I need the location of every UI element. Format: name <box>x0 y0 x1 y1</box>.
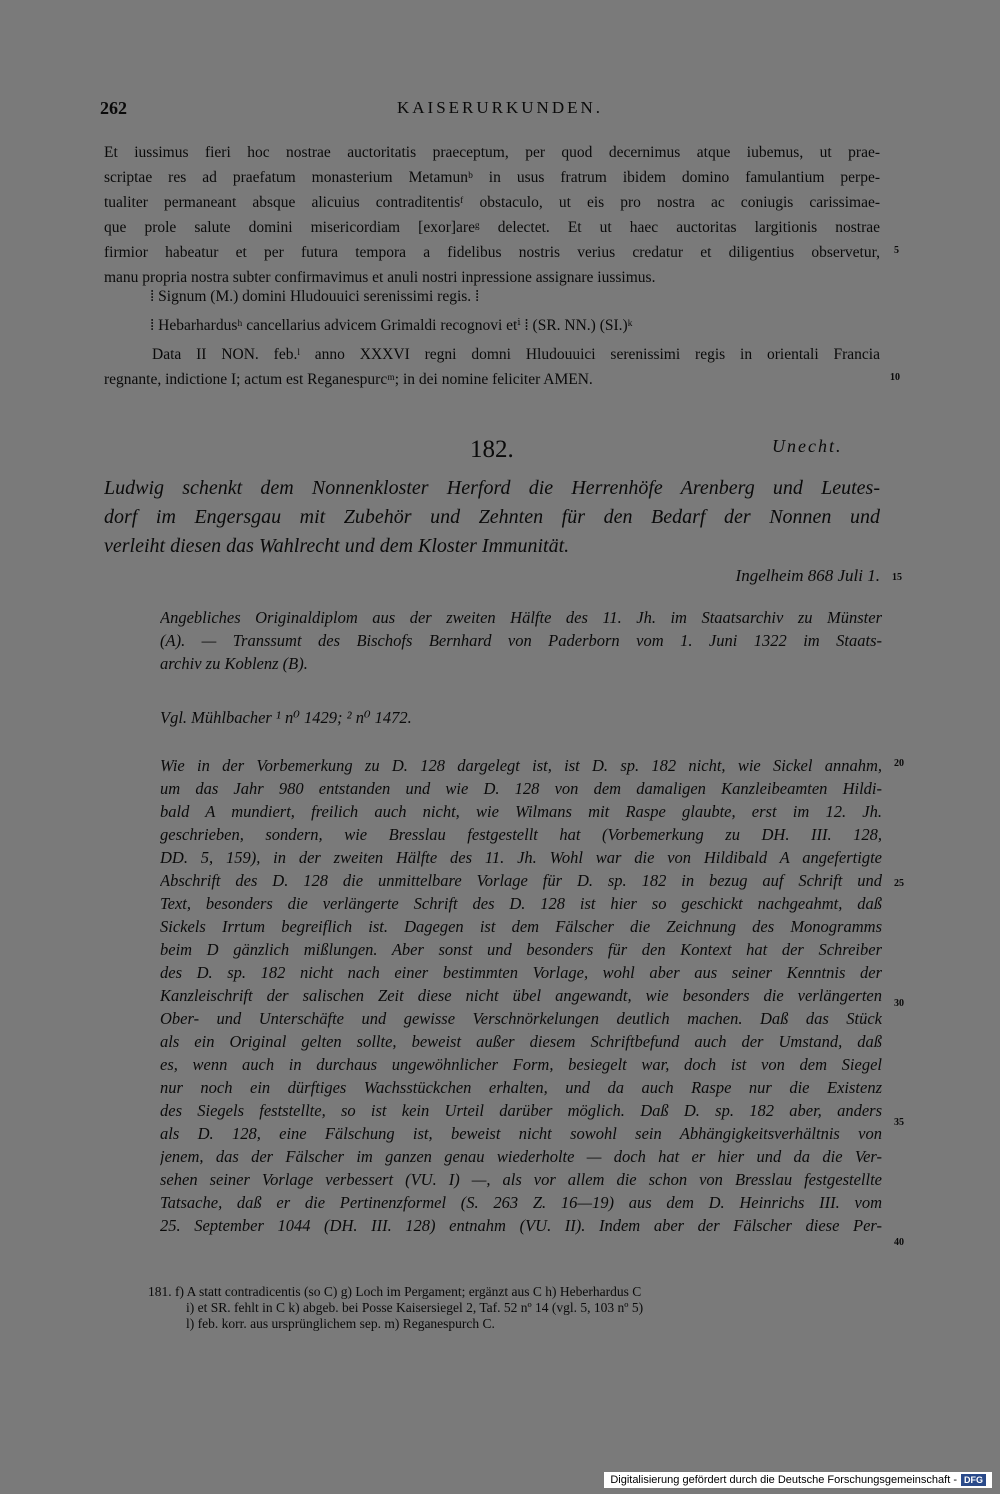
funding-footer <box>604 1472 992 1488</box>
line-number: 15 <box>892 572 902 583</box>
line-number: 35 <box>894 1117 904 1128</box>
dating-clause <box>104 342 880 392</box>
text-line: als D. 128, eine Fälschung ist, beweist nicht sowohl sein Abhängigkeitsverhältnis von <box>160 1124 882 1143</box>
text-line: jenem, das der Fälscher im ganzen genau wiederholte — doch hat er hier und da die Ver- <box>160 1147 882 1166</box>
footnote-line: i) et SR. fehlt in C k) abgeb. bei Posse Kaisersiegel 2, Taf. 52 nº 14 (vgl. 5, 103 nº 5) <box>186 1300 644 1315</box>
text-line: DD. 5, 159), in der zweiten Hälfte des 11. Jh. Wohl war die von Hildibald A angefertigte <box>160 848 882 867</box>
commentary <box>160 754 882 1237</box>
line-number: 5 <box>894 245 899 256</box>
footnotes <box>148 1284 884 1332</box>
text-line: dorf im Engersgau mit Zubehör und Zehnten für den Bedarf der Nonnen und <box>104 506 880 528</box>
text-line: des D. sp. 182 nicht nach einer bestimmten Vorlage, wohl aber aus seiner Kenntnis der <box>160 963 882 982</box>
text-line: Ludwig schenkt dem Nonnenkloster Herford die Herrenhöfe Arenberg und Leutes- <box>104 477 880 499</box>
footnote-line: l) feb. korr. aus ursprünglichem sep. m) Reganespurch C. <box>186 1316 495 1331</box>
text-line: geschrieben, sondern, wie Bresslau festgestellt hat (Vorbemerkung zu DH. III. 128, <box>160 825 882 844</box>
text-line: Data II NON. feb.ˡ anno XXXVI regni domni Hludouuici serenissimi regis in orientali Francia <box>152 346 880 363</box>
text-line: scriptae res ad praefatum monasterium Metamunᵇ in usus fratrum ibidem domino famulantium perpe- <box>104 169 880 186</box>
text-line: regnante, indictione I; actum est Reganespurcᵐ; in dei nomine feliciter AMEN. <box>104 371 593 388</box>
text-line: Sickels Irrtum begreiflich ist. Dagegen ist dem Fälscher die Zeichnung des Monogramms <box>160 917 882 936</box>
text-line: Angebliches Originaldiplom aus der zweiten Hälfte des 11. Jh. im Staatsarchiv zu Münster <box>160 608 882 627</box>
text-line: sehen seiner Vorlage verbessert (VU. I) —, als vor allem die schon von Bresslau festgestellte <box>160 1170 882 1189</box>
text-line: 25. September 1044 (DH. III. 128) entnahm (VU. II). Indem aber der Fälscher diese Per- <box>160 1216 882 1235</box>
text-line: des Siegels feststellte, so ist kein Urteil darüber möglich. Daß D. sp. 182 aber, anders <box>160 1101 882 1120</box>
dfg-logo: DFG <box>961 1474 986 1486</box>
text-line: firmior habeatur et per futura tempora a fidelibus nostris verius credatur et diligentius observetur, <box>104 244 880 261</box>
text-line: verleiht diesen das Wahlrecht und dem Kloster Immunität. <box>104 535 570 557</box>
text-line: manu propria nostra subter confirmavimus et anuli nostri inpressione assignare iussimus. <box>104 269 656 286</box>
text-line: nur noch ein dürftiges Wachsstückchen erhalten, und da auch Raspe nur die Existenz <box>160 1078 882 1097</box>
text-line: als ein Original gelten sollte, beweist außer diesem Schriftbefund auch der Umstand, daß <box>160 1032 882 1051</box>
document-number: 182. <box>470 436 514 463</box>
preceding-text <box>104 140 880 290</box>
footnote-line: 181. f) A statt contradicentis (so C) g) Loch im Pergament; ergänzt aus C h) Heberhardus C <box>148 1284 642 1299</box>
text-line: beim D gänzlich mißlungen. Aber sonst und besonders für den Kontext hat der Schreiber <box>160 940 882 959</box>
text-line: tualiter permaneant absque alicuius contraditentisᶠ obstaculo, ut eis pro nostra ac coniugis carissimae- <box>104 194 880 211</box>
text-line: es, wenn auch in durchaus ungewöhnlicher Form, besiegelt war, doch ist von dem Siegel <box>160 1055 882 1074</box>
text-line: bald A mundiert, freilich auch nicht, wie Wilmans mit Raspe glaubte, erst im 12. Jh. <box>160 802 882 821</box>
place-and-date: Ingelheim 868 Juli 1. <box>735 566 880 585</box>
line-number: 40 <box>894 1237 904 1248</box>
text-line: (A). — Transsumt des Bischofs Bernhard von Paderborn vom 1. Juni 1322 im Staats- <box>160 631 882 650</box>
reference-line: Vgl. Mühlbacher ¹ n⁰ 1429; ² n⁰ 1472. <box>160 708 412 727</box>
line-number: 10 <box>890 372 900 383</box>
regest <box>104 474 880 561</box>
funding-text: Digitalisierung gefördert durch die Deutsche Forschungsgemeinschaft - <box>610 1474 957 1486</box>
text-line: Abschrift des D. 128 die unmittelbare Vorlage für D. sp. 182 in bezug auf Schrift und <box>160 871 882 890</box>
text-line: que prole salute domini misericordiam [exor]areᵍ delectet. Et ut haec auctoritas largitionis nostrae <box>104 219 880 236</box>
text-line: Text, besonders die verlängerte Schrift des D. 128 ist hier so geschickt nachgeahmt, daß <box>160 894 882 913</box>
text-line: um das Jahr 980 entstanden und wie D. 128 von dem damaligen Kanzleibeamten Hildi- <box>160 779 882 798</box>
line-number: 20 <box>894 758 904 769</box>
authenticity-note: Unecht. <box>772 436 843 456</box>
text-line: Ober- und Unterschäfte und gewisse Verschnörkelungen deutlich machen. Daß das Stück <box>160 1009 882 1028</box>
line-number: 25 <box>894 878 904 889</box>
signum-line: ⁞ Signum (M.) domini Hludouuici serenissimi regis. ⁞ <box>150 288 480 305</box>
page-number: 262 <box>100 98 127 118</box>
text-line: Wie in der Vorbemerkung zu D. 128 dargelegt ist, ist D. sp. 182 nicht, wie Sickel annahm, <box>160 756 882 775</box>
tradition-note <box>160 606 882 675</box>
text-line: archiv zu Koblenz (B). <box>160 654 308 673</box>
text-line: Kanzleischrift der salischen Zeit diese nicht übel angewandt, wie besonders die verlängerten <box>160 986 882 1005</box>
text-line: Et iussimus fieri hoc nostrae auctoritatis praeceptum, per quod decernimus atque iubemus, ut prae- <box>104 144 880 161</box>
running-title: KAISERURKUNDEN. <box>396 98 604 117</box>
recognition-line: ⁞ Hebarhardusʰ cancellarius advicem Grimaldi recognovi etⁱ ⁞ (SR. NN.) (SI.)ᵏ <box>150 317 633 334</box>
line-number: 30 <box>894 998 904 1009</box>
text-line: Tatsache, daß er die Pertinenzformel (S. 263 Z. 16—19) aus dem D. Heinrichs III. vom <box>160 1193 882 1212</box>
